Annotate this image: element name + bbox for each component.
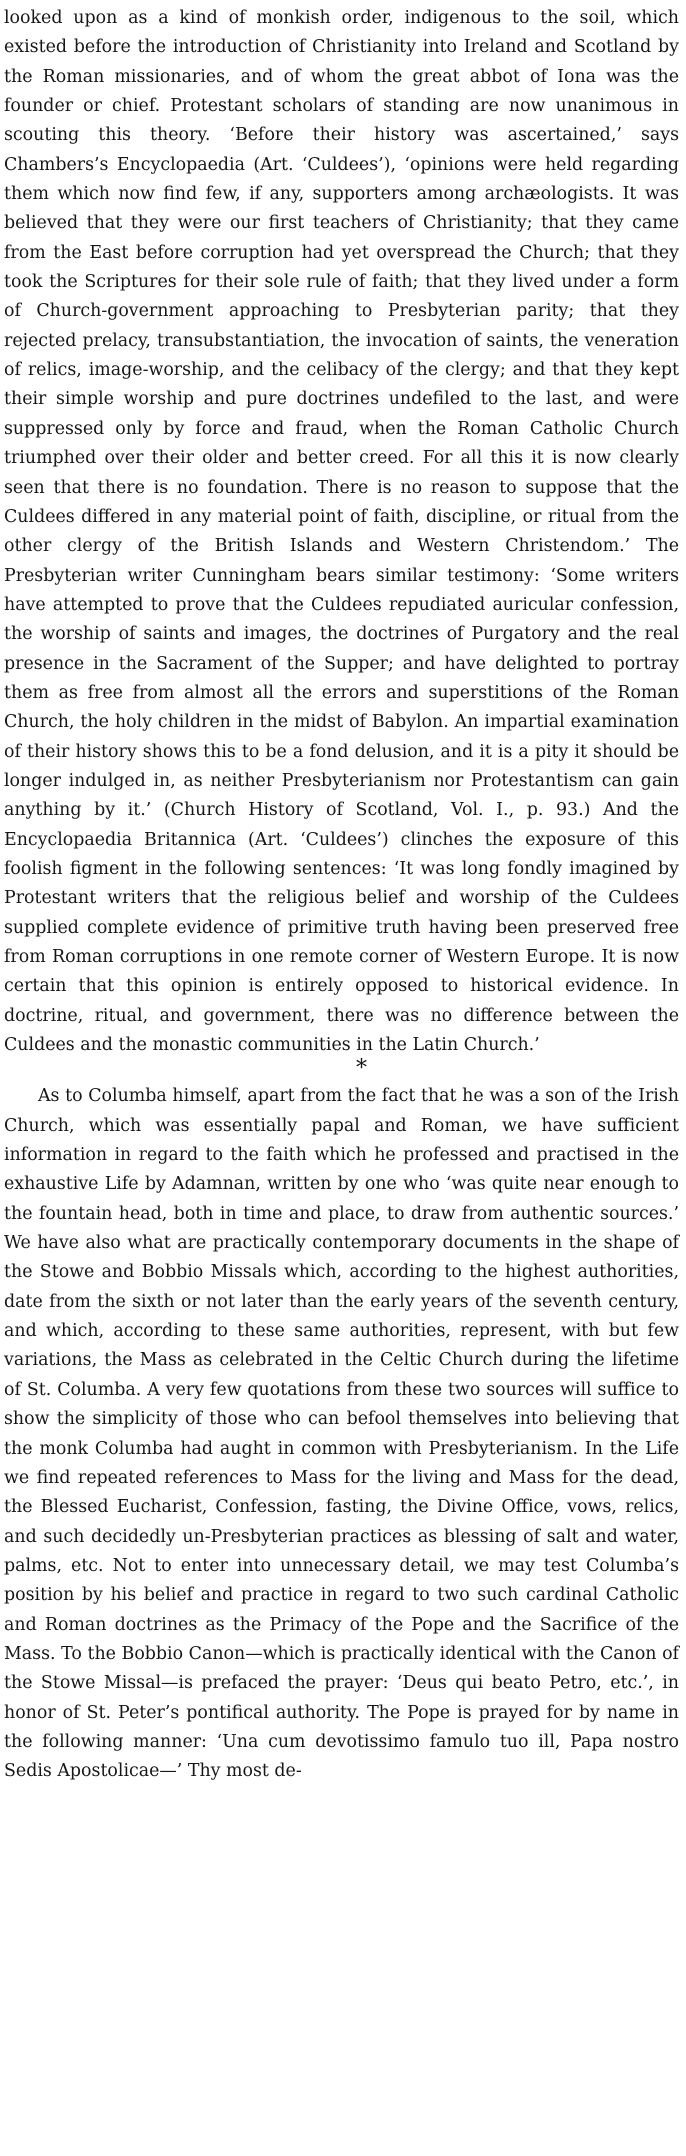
- article-page: [4, 4, 679, 1787]
- article-paragraph-columba: As to Columba himself, apart from the fact that he was a son of the Irish Church, which was essentially papal and Roman, we have sufficient information in regard to the faith which he professed and practised in the exhaustive Life by Adamnan, written by one who ‘was quite near enough to the fountain head, both in time and place, to draw from authentic sources.’ We have also what are practically contemporary documents in the shape of the Stowe and Bobbio Missals which, according to the highest authorities, date from the sixth or not later than the early years of the seventh century, and which, according to these same authorities, represent, with but few variations, the Mass as celebrated in the Celtic Church during the lifetime of St. Columba. A very few quotations from these two sources will suffice to show the simplicity of those who can befool themselves into believing that the monk Columba had aught in common with Presbyterianism. In the Life we find repeated references to Mass for the living and Mass for the dead, the Blessed Eucharist, Confession, fasting, the Divine Office, vows, relics, and such decidedly un-Presbyterian practices as blessing of salt and water, palms, etc. Not to enter into unnecessary detail, we may test Columba’s position by his belief and practice in regard to two such cardinal Catholic and Roman doctrines as the Primacy of the Pope and the Sacrifice of the Mass. To the Bobbio Canon—which is practically identical with the Canon of the Stowe Missal—is prefaced the prayer: ‘Deus qui beato Petro, etc.’, in honor of St. Peter’s pontifical authority. The Pope is prayed for by name in the following manner: ‘Una cum devotissimo famulo tuo ill, Papa nostro Sedis Apostolicae—’ Thy most de-: [4, 1086, 679, 1782]
- section-separator-asterisk: *: [356, 1056, 367, 1082]
- article-paragraph-culdees: looked upon as a kind of monkish order, indigenous to the soil, which existed before the introduction of Christianity into Ireland and Scotland by the Roman missionaries, and of whom the great abbot of Iona was the founder or chief. Protestant scholars of standing are now unanimous in scouting this theory. ‘Before their history was ascertained,’ says Chambers’s Encyclopaedia (Art. ‘Culdees’), ‘opinions were held regarding them which now find few, if any, supporters among archæologists. It was believed that they were our first teachers of Christianity; that they came from the East before corruption had yet overspread the Church; that they took the Scriptures for their sole rule of faith; that they lived under a form of Church-government approaching to Presbyterian parity; that they rejected prelacy, transubstantiation, the invocation of saints, the veneration of relics, image-worship, and the celibacy of the clergy; and that they kept their simple worship and pure doctrines undefiled to the last, and were suppressed only by force and fraud, when the Roman Catholic Church triumphed over their older and better creed. For all this it is now clearly seen that there is no foundation. There is no reason to suppose that the Culdees differed in any material point of faith, discipline, or ritual from the other clergy of the British Islands and Western Christendom.’ The Presbyterian writer Cunningham bears similar testimony: ‘Some writers have attempted to prove that the Culdees repudiated auricular confession, the worship of saints and images, the doctrines of Purgatory and the real presence in the Sacrament of the Supper; and have delighted to portray them as free from almost all the errors and superstitions of the Roman Church, the holy children in the midst of Babylon. An impartial examination of their history shows this to be a fond delusion, and it is a pity it should be longer indulged in, as neither Presbyterianism nor Protestantism can gain anything by it.’ (Church History of Scotland, Vol. I., p. 93.) And the Encyclopaedia Britannica (Art. ‘Culdees’) clinches the exposure of this foolish figment in the following sentences: ‘It was long fondly imagined by Protestant writers that the religious belief and worship of the Culdees supplied complete evidence of primitive truth having been preserved free from Roman corruptions in one remote corner of Western Europe. It is now certain that this opinion is entirely opposed to historical evidence. In doctrine, ritual, and government, there was no difference between the Culdees and the monastic communities in the Latin Church.’: [4, 8, 679, 1056]
